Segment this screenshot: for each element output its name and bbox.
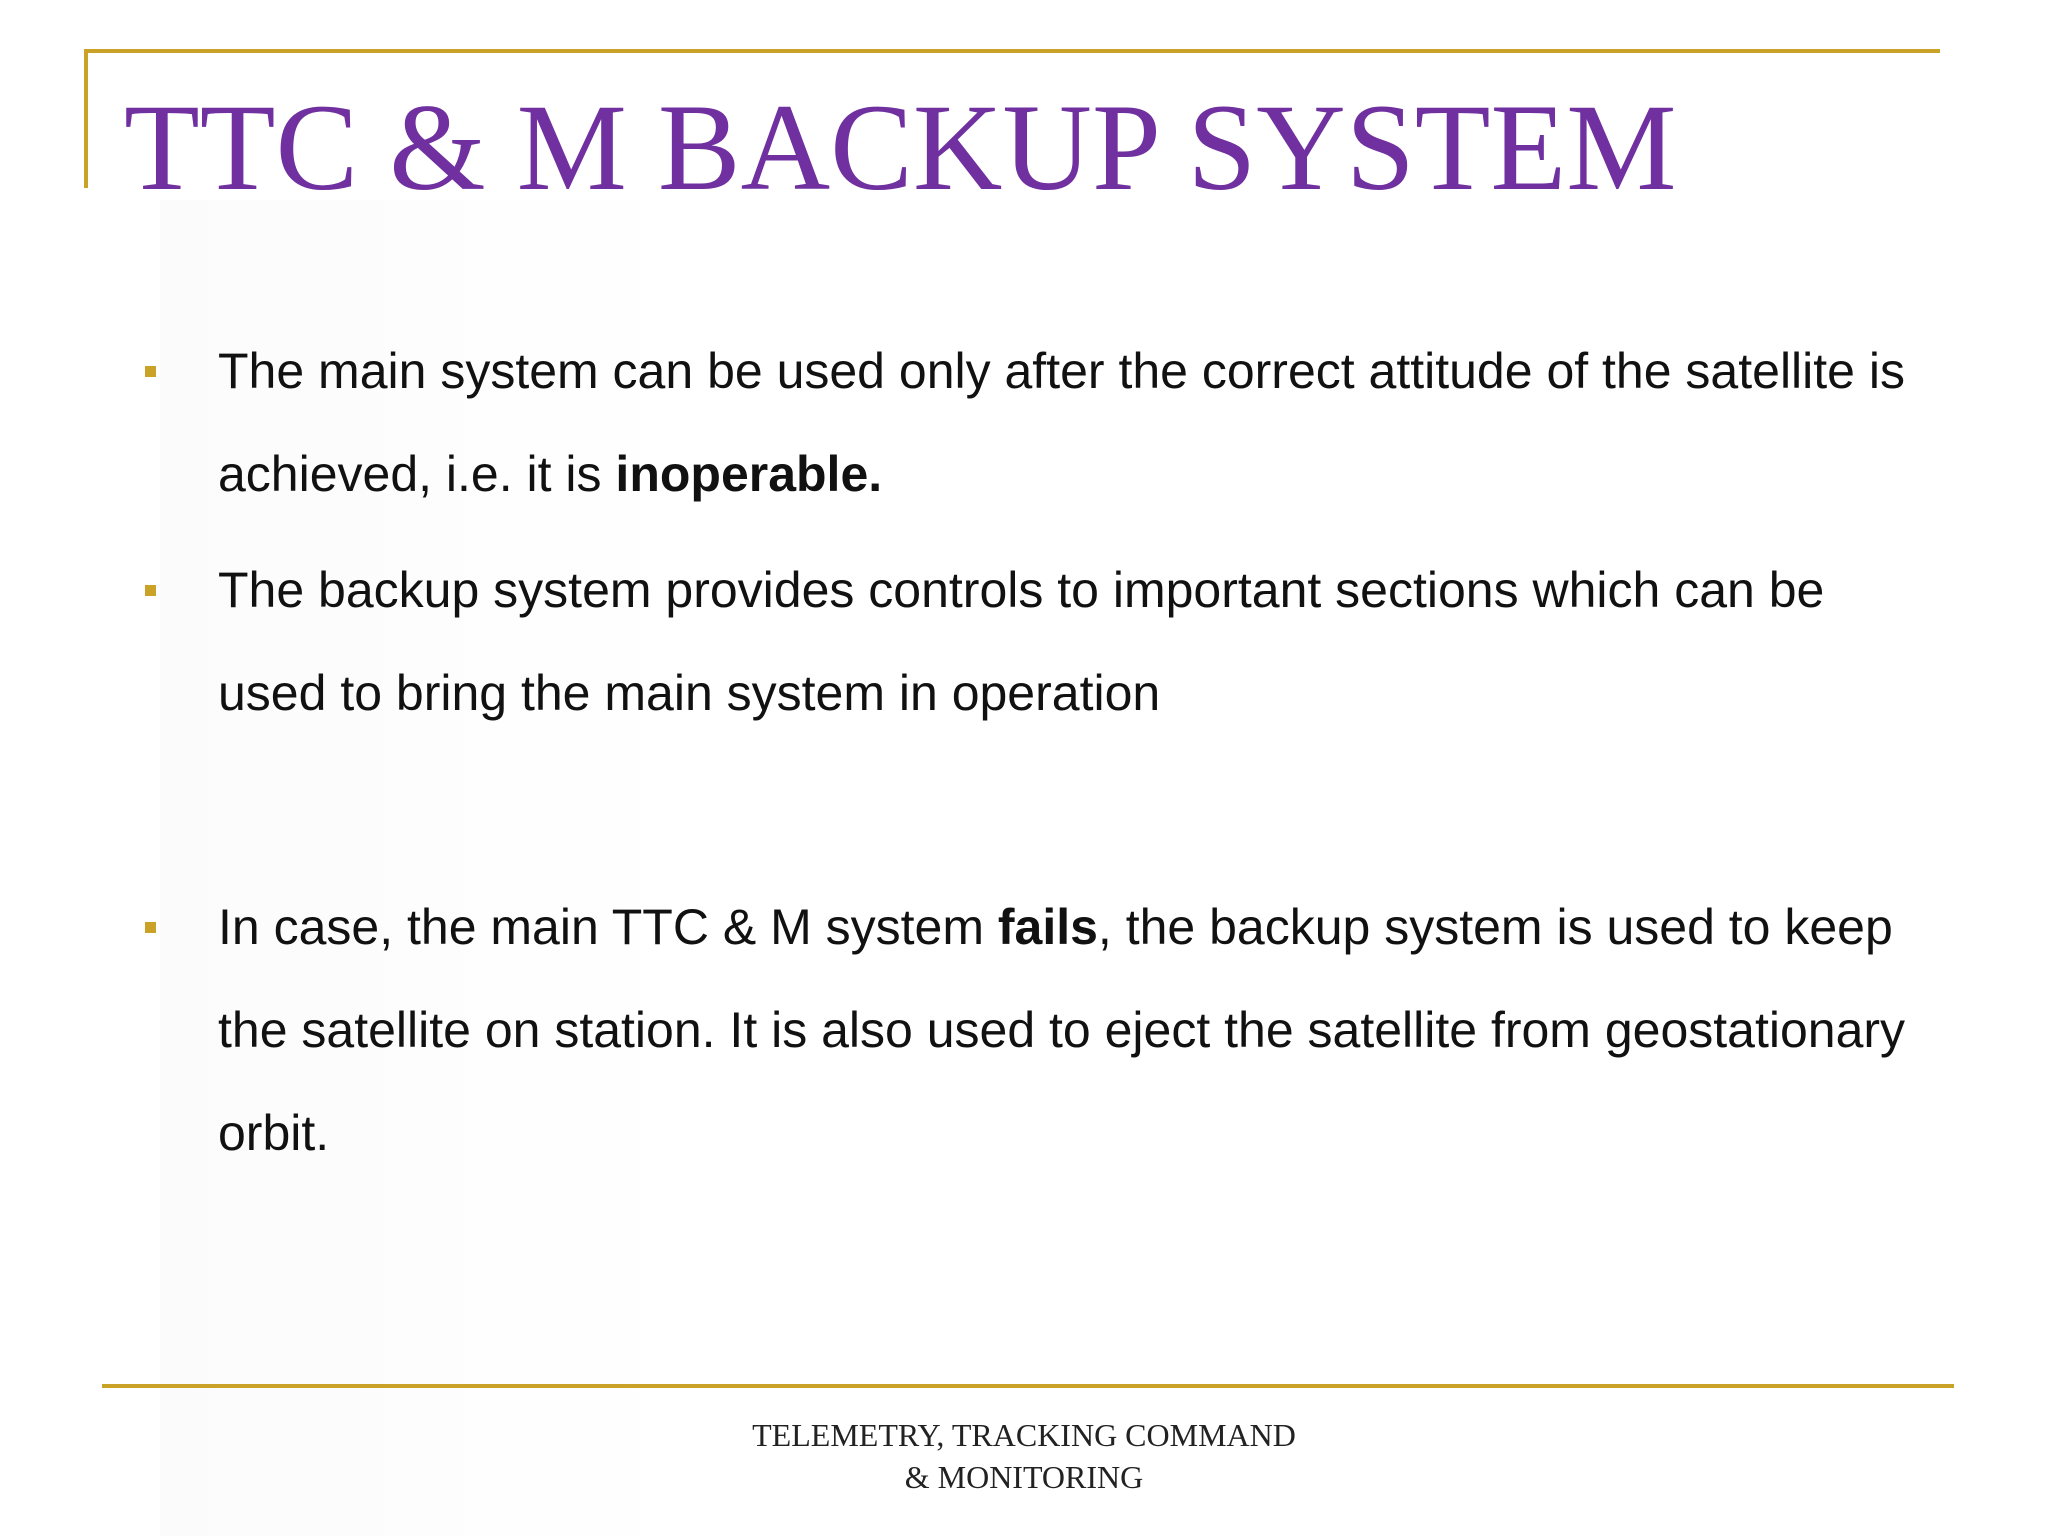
- bullet-text: [218, 876, 1918, 1185]
- footer: [0, 1414, 2048, 1498]
- bullet-text-segment: , the backup system is used to keep the satellite on station. It is also used to eject the satellite from geostationary orbit.: [218, 899, 1906, 1161]
- top-rule: [84, 49, 1940, 53]
- left-rule: [84, 49, 88, 188]
- bullet-text: [218, 539, 1918, 745]
- footer-line-1: TELEMETRY, TRACKING COMMAND: [752, 1417, 1296, 1453]
- bullet-text-bold: fails: [997, 899, 1098, 955]
- square-bullet-icon: [145, 366, 156, 377]
- bullet-text-bold: inoperable.: [615, 446, 883, 502]
- slide-title: TTC & M BACKUP SYSTEM: [124, 79, 1677, 216]
- bottom-rule: [102, 1384, 1954, 1388]
- square-bullet-icon: [145, 585, 156, 596]
- bullet-text-segment: The backup system provides controls to important sections which can be used to bring the main system in operation: [218, 562, 1825, 721]
- bullet-text-segment: In case, the main TTC & M system: [218, 899, 998, 955]
- footer-line-2: & MONITORING: [904, 1459, 1144, 1495]
- bullet-text-segment: The main system can be used only after the correct attitude of the satellite is achieved, i.e. it is: [218, 343, 1905, 502]
- square-bullet-icon: [145, 922, 156, 933]
- bullet-text: [218, 320, 1918, 526]
